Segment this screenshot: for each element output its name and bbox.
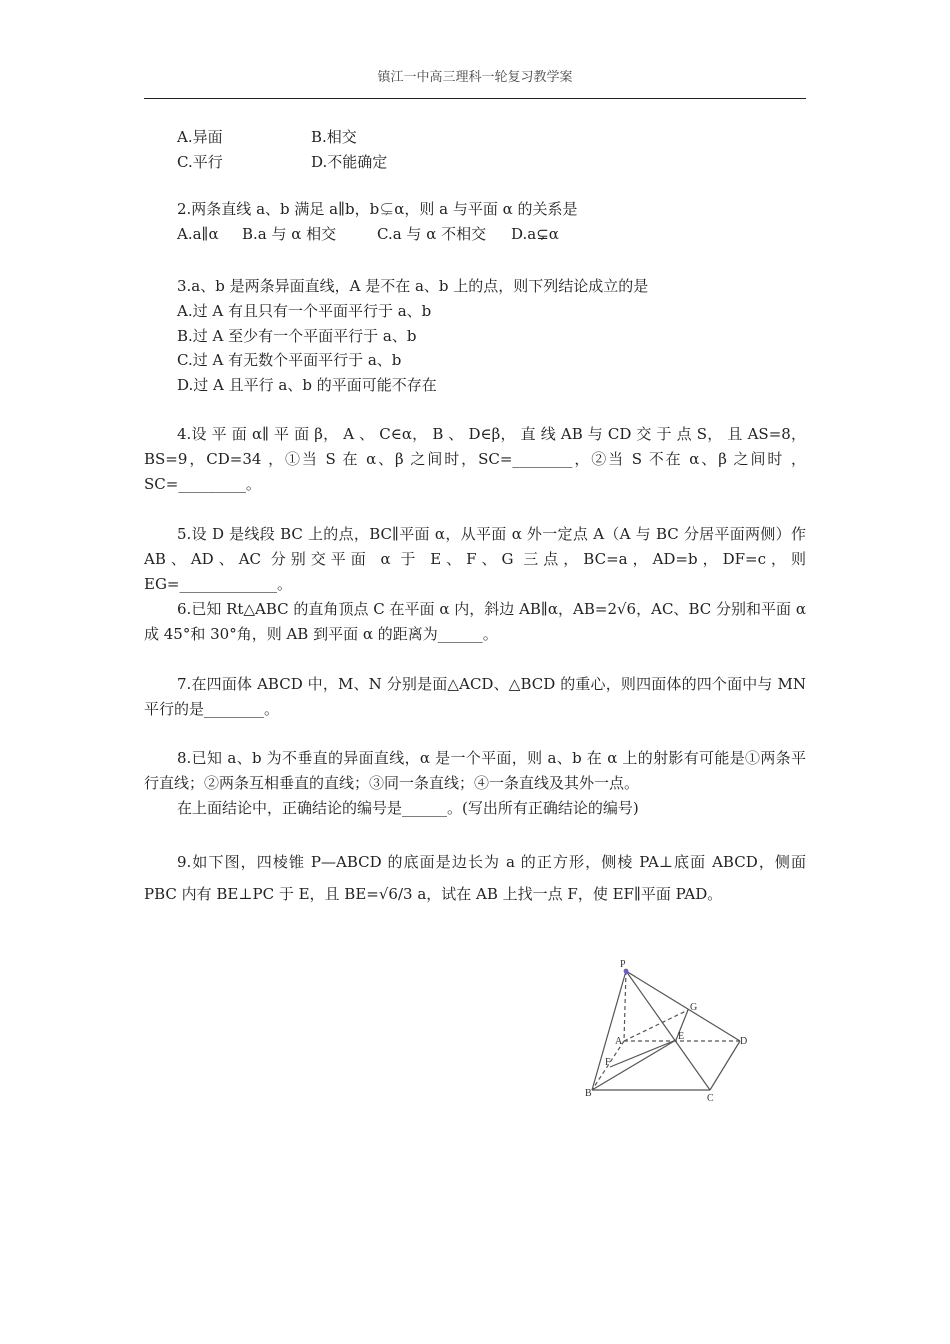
label-d: D — [740, 1036, 748, 1047]
q1-option-d: D.不能确定 — [311, 153, 388, 171]
q2-option-d: D.a⊊α — [511, 225, 559, 243]
q1-option-b: B.相交 — [311, 128, 357, 146]
q3-option-d: D.过 A 且平行 a、b 的平面可能不存在 — [177, 376, 437, 394]
q1-option-a: A.异面 — [177, 128, 223, 146]
label-a: A — [615, 1036, 623, 1047]
page-header: 镇江一中高三理科一轮复习教学案 — [377, 70, 573, 85]
q2-option-c: C.a 与 α 不相交 — [377, 225, 487, 243]
label-p: P — [620, 959, 626, 970]
edge-pa — [624, 971, 626, 1041]
label-e: E — [678, 1031, 685, 1042]
q3-stem: 3.a、b 是两条异面直线，A 是不在 a、b 上的点，则下列结论成立的是 — [177, 277, 649, 295]
q1-option-c: C.平行 — [177, 153, 223, 171]
edge-cd — [710, 1041, 740, 1090]
q3-option-a: A.过 A 有且只有一个平面平行于 a、b — [177, 302, 432, 320]
label-g: G — [690, 1002, 698, 1013]
q2-stem: 2.两条直线 a、b 满足 a∥b，b⊊α，则 a 与平面 α 的关系是 — [177, 200, 578, 218]
q4-text: 4.设 平 面 α∥ 平 面 β， A 、 C∈α， B 、 D∈β， 直 线 AB 与 CD 交 于 点 S， 且 AS=8，BS=9，CD=34 ，①当 S 在 α、β 之间时，SC=________，②当 S 不在 α、β 之间时 ，SC=_________。 — [144, 425, 806, 493]
q3-option-b: B.过 A 至少有一个平面平行于 a、b — [177, 327, 417, 345]
q6-text: 6.已知 Rt△ABC 的直角顶点 C 在平面 α 内，斜边 AB∥α，AB=2√6，AC、BC 分别和平面 α 成 45°和 30°角，则 AB 到平面 α 的距离为______。 — [144, 600, 806, 643]
q9-text: 9.如下图，四棱锥 P—ABCD 的底面是边长为 a 的正方形，侧棱 PA⊥底面 ABCD，侧面 PBC 内有 BE⊥PC 于 E，且 BE=√6/3 a，试在 AB 上找一点 F，使 EF∥平面 PAD。 — [144, 853, 806, 903]
q7-text: 7.在四面体 ABCD 中，M、N 分别是面△ACD、△BCD 的重心，则四面体的四个面中与 MN 平行的是________。 — [144, 675, 806, 718]
q2-option-a: A.a∥α — [177, 225, 219, 243]
pyramid-figure — [580, 955, 755, 1105]
q3-option-c: C.过 A 有无数个平面平行于 a、b — [177, 351, 402, 369]
label-b: B — [585, 1088, 592, 1099]
label-c: C — [707, 1093, 714, 1104]
q8-followup: 在上面结论中，正确结论的编号是______。(写出所有正确结论的编号) — [177, 799, 639, 817]
q2-option-b: B.a 与 α 相交 — [242, 225, 337, 243]
header-rule — [144, 98, 806, 99]
label-f: F — [605, 1057, 611, 1068]
q5-text: 5.设 D 是线段 BC 上的点，BC∥平面 α，从平面 α 外一定点 A（A 与 BC 分居平面两侧）作 AB、AD、AC 分别交平面 α 于 E、F、G 三点，BC=a，AD=b，DF=c，则 EG=_____________。 — [144, 525, 806, 593]
edge-pc — [626, 971, 710, 1090]
q8-text: 8.已知 a、b 为不垂直的异面直线，α 是一个平面，则 a、b 在 α 上的射影有可能是①两条平行直线；②两条互相垂直的直线；③同一条直线；④一条直线及其外一点。 — [144, 749, 806, 792]
